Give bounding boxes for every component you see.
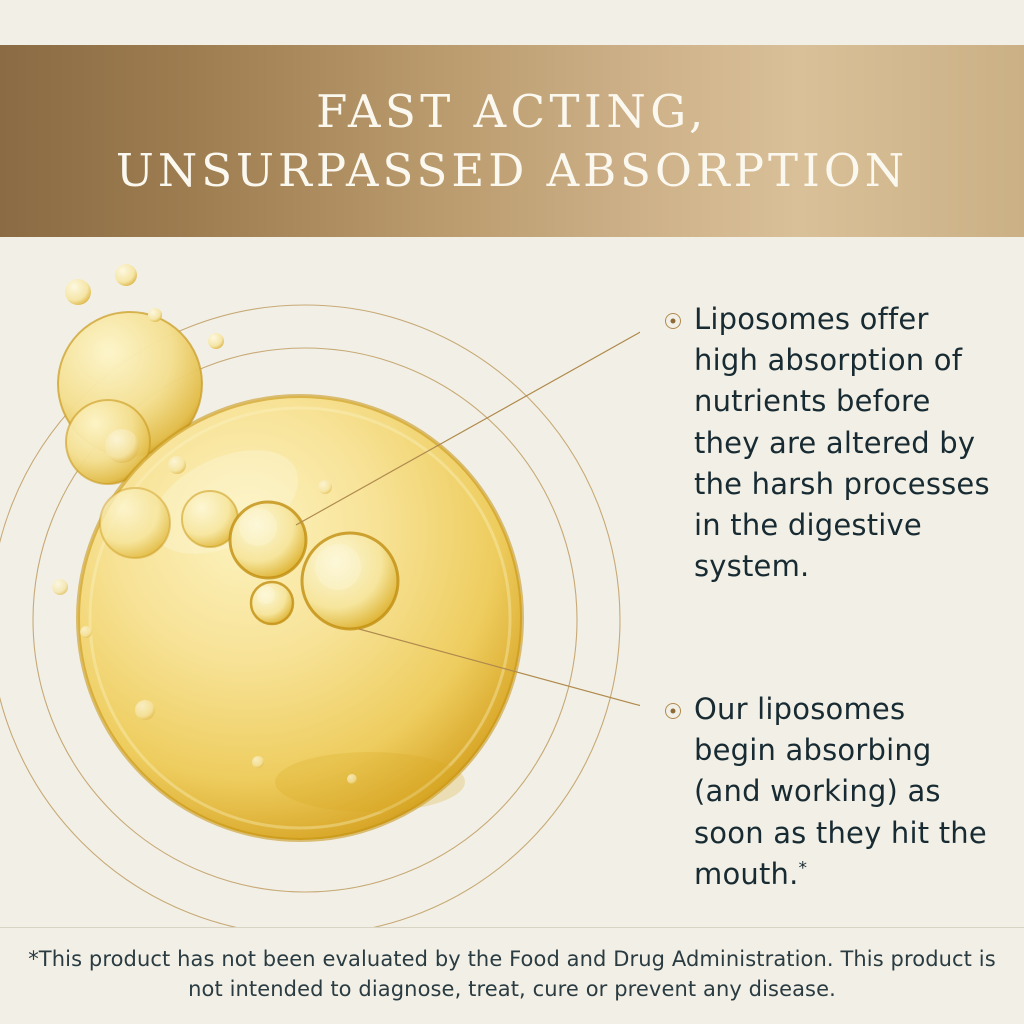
banner-title-line-2: UNSURPASSED ABSORPTION bbox=[115, 144, 909, 197]
banner-title-line-1: FAST ACTING, bbox=[316, 84, 708, 138]
callout-marker-2-icon bbox=[665, 703, 681, 719]
footer-divider bbox=[0, 927, 1024, 928]
callout-text-1: Liposomes offer high absorption of nutrients before they are altered by the harsh processes in the digestive system. bbox=[694, 302, 990, 584]
callout-text-2-asterisk: * bbox=[798, 858, 808, 879]
callout-text-2 bbox=[694, 689, 994, 895]
footer-disclaimer: *This product has not been evaluated by the Food and Drug Administration. This product is not intended to diagnose, treat, cure or prevent any disease. bbox=[28, 947, 996, 1002]
callout-marker-1-icon bbox=[665, 313, 681, 329]
header-banner bbox=[0, 45, 1024, 237]
liposome-oil-droplet-illustration bbox=[0, 237, 640, 927]
callout-text-2-body: Our liposomes begin absorbing (and working) as soon as they hit the mouth. bbox=[694, 692, 987, 891]
